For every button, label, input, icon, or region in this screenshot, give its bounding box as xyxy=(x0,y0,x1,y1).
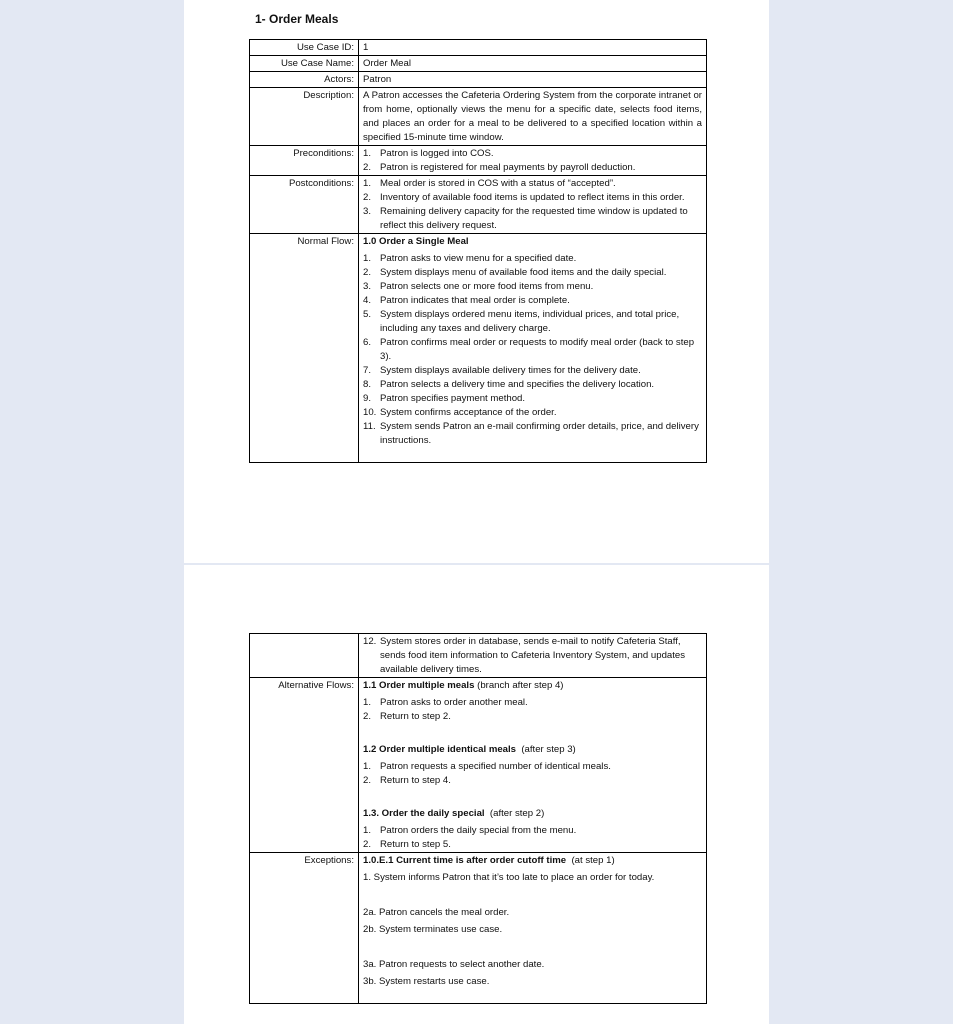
list-item xyxy=(363,378,702,392)
row-exceptions xyxy=(250,853,707,1004)
exception-step: 2b. System terminates use case. xyxy=(363,924,503,935)
use-case-table xyxy=(249,39,707,463)
item-text: Patron orders the daily special from the menu. xyxy=(380,825,577,836)
list-item xyxy=(363,635,702,677)
list-item xyxy=(363,364,702,378)
row-postconditions xyxy=(250,176,707,234)
alt-flow-list xyxy=(363,824,702,852)
exception-note: (at step 1) xyxy=(566,855,615,866)
item-number: 10. xyxy=(363,407,377,418)
list-item xyxy=(363,406,702,420)
list-item xyxy=(363,294,702,308)
postconditions-label: Postconditions: xyxy=(250,176,359,234)
item-number: 1. xyxy=(363,825,372,836)
document-page-1 xyxy=(184,0,769,563)
use-case-id-label: Use Case ID: xyxy=(250,40,359,56)
preconditions-list xyxy=(363,147,702,175)
alternative-flows-label: Alternative Flows: xyxy=(250,678,359,853)
list-item xyxy=(363,205,702,233)
row-alternative-flows xyxy=(250,678,707,853)
list-item xyxy=(363,824,702,838)
normal-flow-label: Normal Flow: xyxy=(250,234,359,463)
description-value: A Patron accesses the Cafeteria Ordering System from the corporate intranet or from home, optionally views the menu for a specific date, selects food items, and places an order for a meal to be delivered to a specified location within a specified 15-minute time window. xyxy=(359,88,707,146)
list-item xyxy=(363,774,702,788)
actors-value: Patron xyxy=(359,72,707,88)
item-number: 2. xyxy=(363,267,372,278)
list-item xyxy=(363,420,702,448)
list-item xyxy=(363,147,702,161)
item-text: Patron specifies payment method. xyxy=(380,393,526,404)
row-description xyxy=(250,88,707,146)
use-case-table-continued xyxy=(249,633,707,1004)
item-number: 1. xyxy=(363,697,372,708)
item-number: 1. xyxy=(363,761,372,772)
item-text: Patron confirms meal order or requests to modify meal order (back to step 3). xyxy=(380,337,695,362)
exception-step: 3a. Patron requests to select another date. xyxy=(363,959,545,970)
item-text: Patron indicates that meal order is complete. xyxy=(380,295,570,306)
section-heading: 1- Order Meals xyxy=(255,12,339,26)
postconditions-list xyxy=(363,177,702,233)
exception-step: 3b. System restarts use case. xyxy=(363,976,490,987)
item-text: System stores order in database, sends e-mail to notify Cafeteria Staff, sends food item information to Cafeteria Inventory System, and updates available delivery times. xyxy=(380,636,686,675)
item-text: Patron asks to order another meal. xyxy=(380,697,528,708)
list-item xyxy=(363,252,702,266)
row-normal-flow xyxy=(250,234,707,463)
exception-title: 1.0.E.1 Current time is after order cutoff time xyxy=(363,855,567,866)
item-text: System confirms acceptance of the order. xyxy=(380,407,557,418)
item-text: Meal order is stored in COS with a status of “accepted”. xyxy=(380,178,616,189)
exceptions-label: Exceptions: xyxy=(250,853,359,1004)
list-item xyxy=(363,191,702,205)
list-item xyxy=(363,710,702,724)
item-text: Inventory of available food items is updated to reflect items in this order. xyxy=(380,192,685,203)
item-text: System displays available delivery times for the delivery date. xyxy=(380,365,641,376)
alt-flow-list xyxy=(363,760,702,788)
use-case-name-label: Use Case Name: xyxy=(250,56,359,72)
alt-flow-title: 1.2 Order multiple identical meals xyxy=(363,744,517,755)
actors-label: Actors: xyxy=(250,72,359,88)
item-number: 5. xyxy=(363,309,372,320)
preconditions-label: Preconditions: xyxy=(250,146,359,176)
alt-flow-note: (after step 3) xyxy=(516,744,576,755)
list-item xyxy=(363,392,702,406)
list-item xyxy=(363,336,702,364)
list-item xyxy=(363,760,702,774)
description-label: Description: xyxy=(250,88,359,146)
normal-flow-list-continued xyxy=(363,635,702,677)
alt-flow-title: 1.3. Order the daily special xyxy=(363,808,485,819)
alt-flow-note: (after step 2) xyxy=(484,808,545,819)
item-text: System sends Patron an e-mail confirming order details, price, and delivery instructions. xyxy=(380,421,699,446)
alt-flow-title: 1.1 Order multiple meals xyxy=(363,680,475,691)
row-use-case-name xyxy=(250,56,707,72)
item-text: Return to step 5. xyxy=(380,839,451,850)
item-number: 2. xyxy=(363,162,372,173)
item-text: Patron selects a delivery time and specifies the delivery location. xyxy=(380,379,655,390)
list-item xyxy=(363,838,702,852)
item-text: System displays menu of available food items and the daily special. xyxy=(380,267,667,278)
item-number: 11. xyxy=(363,421,376,432)
item-number: 2. xyxy=(363,192,372,203)
row-use-case-id xyxy=(250,40,707,56)
item-number: 2. xyxy=(363,775,372,786)
item-number: 1. xyxy=(363,253,372,264)
item-number: 7. xyxy=(363,365,372,376)
alt-flow-list xyxy=(363,696,702,724)
item-text: Patron asks to view menu for a specified date. xyxy=(380,253,577,264)
list-item xyxy=(363,161,702,175)
item-number: 1. xyxy=(363,148,372,159)
item-text: Patron is registered for meal payments by payroll deduction. xyxy=(380,162,636,173)
item-number: 12. xyxy=(363,636,377,647)
use-case-name-value: Order Meal xyxy=(359,56,707,72)
exception-step: 2a. Patron cancels the meal order. xyxy=(363,907,510,918)
item-text: Patron is logged into COS. xyxy=(380,148,494,159)
list-item xyxy=(363,177,702,191)
item-number: 8. xyxy=(363,379,372,390)
item-text: Return to step 4. xyxy=(380,775,451,786)
exception-step: 1. System informs Patron that it’s too late to place an order for today. xyxy=(363,872,655,883)
row-preconditions xyxy=(250,146,707,176)
row-normal-flow-continued xyxy=(250,634,707,678)
use-case-id-value: 1 xyxy=(359,40,707,56)
item-number: 3. xyxy=(363,281,372,292)
item-text: System displays ordered menu items, individual prices, and total price, including any taxes and delivery charge. xyxy=(380,309,680,334)
normal-flow-list xyxy=(363,252,702,448)
item-number: 3. xyxy=(363,206,372,217)
item-number: 2. xyxy=(363,711,372,722)
list-item xyxy=(363,280,702,294)
item-text: Return to step 2. xyxy=(380,711,451,722)
alt-flow-note: (branch after step 4) xyxy=(474,680,564,691)
list-item xyxy=(363,696,702,710)
item-text: Patron selects one or more food items from menu. xyxy=(380,281,594,292)
item-number: 6. xyxy=(363,337,372,348)
normal-flow-title: 1.0 Order a Single Meal xyxy=(363,236,469,247)
document-page-2 xyxy=(184,565,769,1024)
list-item xyxy=(363,266,702,280)
item-text: Patron requests a specified number of identical meals. xyxy=(380,761,611,772)
list-item xyxy=(363,308,702,336)
item-number: 2. xyxy=(363,839,372,850)
item-number: 4. xyxy=(363,295,372,306)
row-actors xyxy=(250,72,707,88)
item-number: 1. xyxy=(363,178,372,189)
item-text: Remaining delivery capacity for the requested time window is updated to reflect this delivery request. xyxy=(380,206,688,231)
item-number: 9. xyxy=(363,393,372,404)
